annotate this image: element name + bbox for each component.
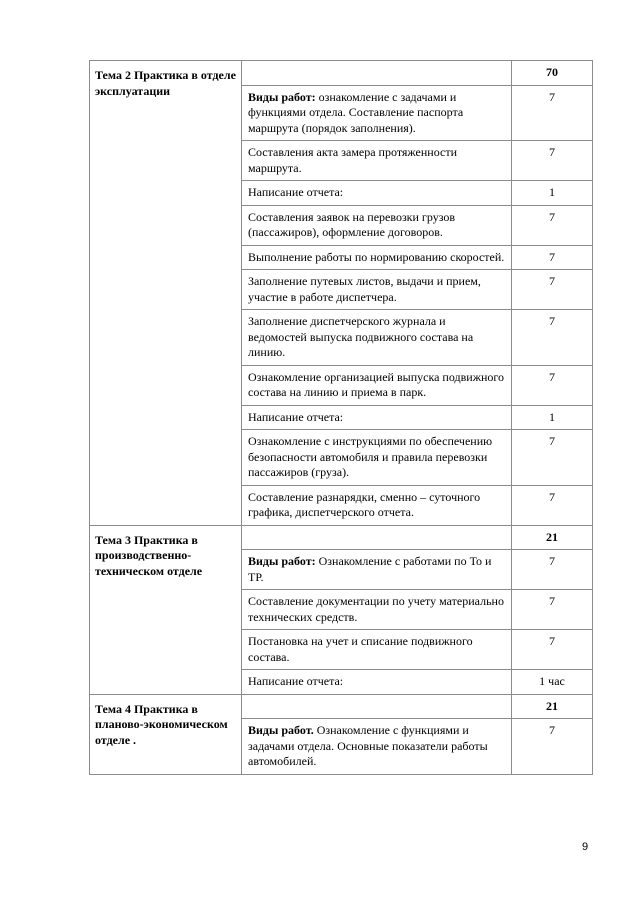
work-type-label: Виды работ: (248, 89, 316, 104)
practice-plan-body (90, 61, 593, 775)
work-description (242, 245, 512, 270)
work-text: Составления заявок на перевозки грузов (пассажиров), оформление договоров. (248, 209, 456, 239)
work-description (242, 405, 512, 430)
work-description (242, 141, 512, 181)
work-text: Составление документации по учету материально технических средств. (248, 594, 504, 624)
work-hours: 7 (512, 590, 593, 630)
work-text: Составление разнарядки, сменно – суточного графика, диспетчерского отчета. (248, 489, 481, 519)
work-text: Заполнение путевых листов, выдачи и прием, участие в работе диспетчера. (248, 274, 481, 304)
work-text: Написание отчета: (248, 185, 344, 199)
topic-total-hours: 70 (512, 61, 593, 86)
practice-plan-table (89, 60, 593, 775)
work-hours: 7 (512, 205, 593, 245)
work-text: Написание отчета: (248, 674, 344, 688)
work-text: ознакомление с задачами и функциями отдела. Составление паспорта маршрута (порядок заполнения). (248, 89, 464, 135)
work-hours: 7 (512, 245, 593, 270)
work-hours: 1 (512, 181, 593, 206)
work-hours: 7 (512, 85, 593, 141)
work-text: Ознакомление организацией выпуска подвижного состава на линию и приема в парк. (248, 369, 505, 399)
topic-title: Тема 4 Практика в планово-экономическом отделе . (90, 694, 242, 774)
section-header-row (90, 525, 593, 550)
work-cell-empty (242, 694, 512, 719)
work-hours: 7 (512, 630, 593, 670)
page-number: 9 (582, 841, 589, 853)
work-description (242, 181, 512, 206)
topic-total-hours: 21 (512, 694, 593, 719)
work-type-label: Виды работ: (248, 554, 316, 568)
work-hours: 7 (512, 719, 593, 775)
work-hours: 7 (512, 141, 593, 181)
topic-title: Тема 2 Практика в отделе эксплуатации (90, 61, 242, 526)
work-text: Ознакомление с функциями и задачами отдела. Основные показатели работы автомобилей. (248, 723, 488, 768)
section-header-row (90, 61, 593, 86)
work-description (242, 205, 512, 245)
work-cell-empty (242, 525, 512, 550)
work-hours: 7 (512, 270, 593, 310)
work-description (242, 85, 512, 141)
topic-title: Тема 3 Практика в производственно-техническом отделе (90, 525, 242, 694)
work-text: Выполнение работы по нормированию скоростей. (248, 249, 505, 264)
work-hours: 7 (512, 310, 593, 366)
work-description (242, 550, 512, 590)
work-text: Постановка на учет и списание подвижного состава. (248, 634, 473, 664)
work-hours: 7 (512, 550, 593, 590)
work-hours: 1 (512, 405, 593, 430)
topic-total-hours: 21 (512, 525, 593, 550)
work-type-label: Виды работ. (248, 723, 314, 737)
work-description (242, 719, 512, 775)
work-description (242, 670, 512, 695)
work-text: Заполнение диспетчерского журнала и ведомостей выпуска подвижного состава на линию. (248, 314, 474, 359)
work-text: Ознакомление с инструкциями по обеспечению безопасности автомобиля и правила перевозки пассажиров (груза). (248, 434, 493, 479)
work-text: Написание отчета: (248, 409, 344, 424)
work-description (242, 365, 512, 405)
work-hours: 7 (512, 430, 593, 486)
work-text: Составления акта замера протяженности маршрута. (248, 145, 458, 175)
work-hours: 7 (512, 485, 593, 525)
work-cell-empty (242, 61, 512, 86)
work-description (242, 430, 512, 486)
work-hours: 1 час (512, 670, 593, 695)
work-description (242, 270, 512, 310)
work-description (242, 630, 512, 670)
work-hours: 7 (512, 365, 593, 405)
work-description (242, 485, 512, 525)
section-header-row (90, 694, 593, 719)
work-text: Ознакомление с работами по То и ТР. (248, 554, 492, 584)
work-description (242, 590, 512, 630)
work-description (242, 310, 512, 366)
